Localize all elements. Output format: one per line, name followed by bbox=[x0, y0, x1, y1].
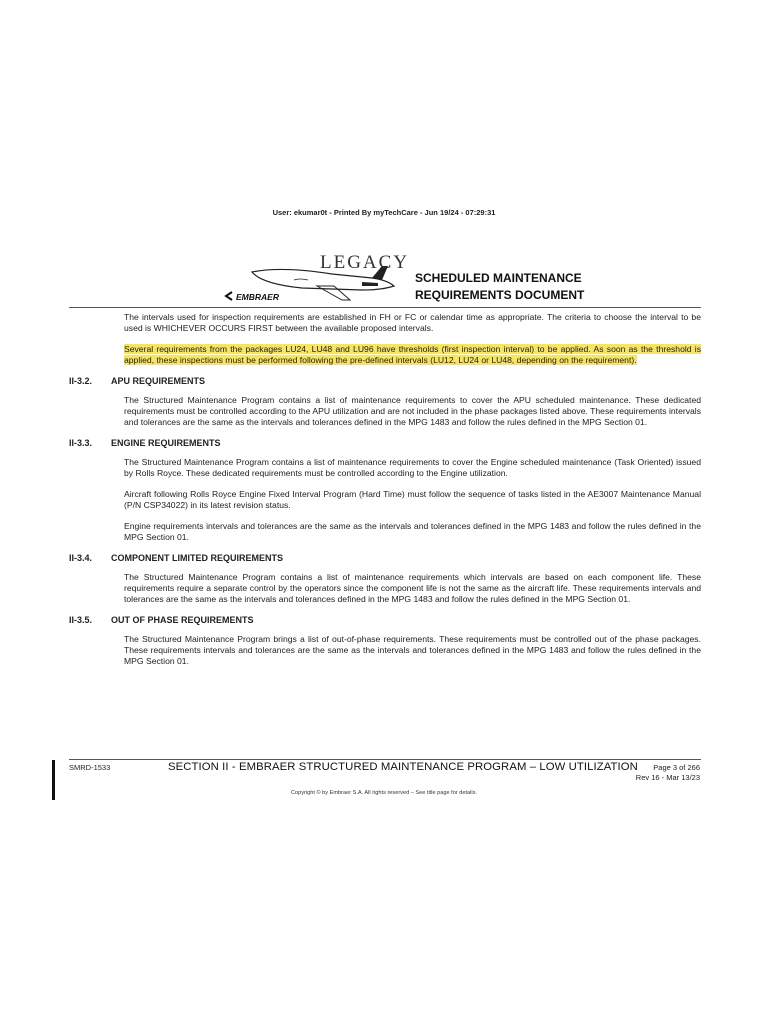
section-paragraph: Engine requirements intervals and tolerances are the same as the intervals and tolerances defined in the MPG 1483 and follow the rules defined in the MPG Section 01. bbox=[124, 521, 701, 542]
copyright-notice: Copyright © by Embraer S.A. All rights reserved – See title page for details. bbox=[290, 790, 477, 796]
page-info bbox=[600, 763, 700, 783]
footer-section-title: SECTION II - EMBRAER STRUCTURED MAINTENANCE PROGRAM – LOW UTILIZATION bbox=[168, 761, 638, 773]
highlighted-paragraph bbox=[124, 344, 701, 366]
section-paragraph: The Structured Maintenance Program contains a list of maintenance requirements to cover the APU scheduled maintenance. These dedicated requirements must be controlled according to the APU utilization and are not included in the phase packages listed above. These requirements intervals and tolerances are the same as the intervals and tolerances defined in the MPG 1483 and follow the rules defined in the MPG Section 01. bbox=[124, 395, 701, 427]
svg-text:EMBRAER: EMBRAER bbox=[236, 292, 279, 302]
legacy-wordmark: LEGACY bbox=[320, 252, 410, 273]
document-title-line1: SCHEDULED MAINTENANCE bbox=[415, 271, 582, 285]
text-highlight: Several requirements from the packages LU24, LU48 and LU96 have thresholds (first inspection interval) to be applied. As soon as the threshold is applied, these inspections must be performed following the pre-defined intervals (LU12, LU24 or LU48, depending on the requirement). bbox=[124, 344, 701, 365]
intro-paragraph: The intervals used for inspection requirements are established in FH or FC or calendar time as appropriate. The criteria to choose the interval to be used is WHICHEVER OCCURS FIRST between the available proposed intervals. bbox=[124, 312, 701, 333]
section-heading-engine: II-3.3. ENGINE REQUIREMENTS bbox=[69, 438, 221, 448]
section-paragraph: Aircraft following Rolls Royce Engine Fixed Interval Program (Hard Time) must follow the sequence of tasks listed in the AE3007 Maintenance Manual (P/N CSP34022) in its latest revision status. bbox=[124, 489, 701, 510]
footer-divider bbox=[69, 759, 701, 760]
page-number: Page 3 of 266 bbox=[653, 763, 700, 772]
section-heading-component: II-3.4. COMPONENT LIMITED REQUIREMENTS bbox=[69, 553, 284, 563]
section-heading-out-of-phase: II-3.5. OUT OF PHASE REQUIREMENTS bbox=[69, 615, 254, 625]
section-paragraph: The Structured Maintenance Program contains a list of maintenance requirements which intervals are based on each component life. These requirements require a separate control by the operators since the component life is not the same as the aircraft life. These requirements intervals and tolerances are the same as the intervals and tolerances defined in the MPG 1483 and follow the rules defined in the MPG Section 01. bbox=[124, 572, 701, 604]
section-heading-apu: II-3.2. APU REQUIREMENTS bbox=[69, 376, 206, 386]
document-body bbox=[69, 312, 701, 677]
print-header: User: ekumar0t - Printed By myTechCare - Jun 19/24 - 07:29:31 bbox=[272, 208, 496, 217]
section-paragraph: The Structured Maintenance Program contains a list of maintenance requirements to cover the Engine scheduled maintenance (Task Oriented) issued by Rolls Royce. These dedicated requirements must be controlled according to the Engine utilization. bbox=[124, 457, 701, 478]
revision-date: Rev 16 - Mar 13/23 bbox=[635, 773, 700, 782]
section-paragraph: The Structured Maintenance Program brings a list of out-of-phase requirements. These requirements must be controlled out of the phase packages. These requirements intervals and tolerances are the same as the intervals and tolerances defined in the MPG 1483 and follow the rules defined in the MPG Section 01. bbox=[124, 634, 701, 666]
document-title-line2: REQUIREMENTS DOCUMENT bbox=[415, 288, 585, 302]
document-code: SMRD-1533 bbox=[69, 763, 111, 772]
embraer-chevron-icon bbox=[226, 292, 232, 300]
document-title bbox=[415, 270, 584, 304]
header-divider bbox=[69, 307, 701, 308]
